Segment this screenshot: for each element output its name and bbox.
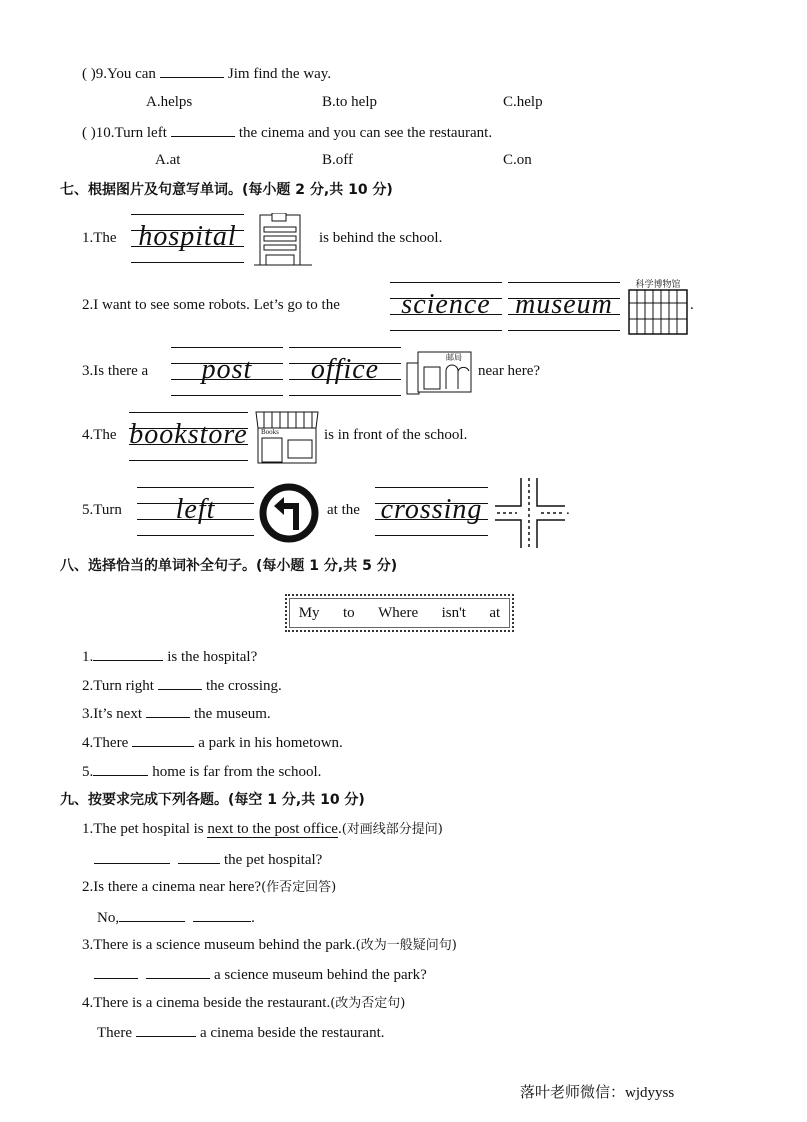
- period: .: [251, 910, 255, 926]
- item-text: a park in his hometown.: [198, 735, 343, 751]
- s7-item5-writing-lines-1[interactable]: [137, 487, 254, 535]
- s8-item: [82, 646, 257, 667]
- blank[interactable]: [94, 964, 138, 979]
- instruction-note: (改为一般疑问句): [355, 938, 457, 953]
- word-option: to: [343, 604, 355, 621]
- blank[interactable]: [93, 646, 163, 661]
- item-number: 1.: [82, 649, 94, 665]
- blank[interactable]: [146, 964, 210, 979]
- blank[interactable]: [132, 732, 194, 747]
- s9-q3-answer: [94, 964, 427, 985]
- period: .: [566, 502, 570, 518]
- s9-q3: [82, 935, 457, 956]
- blank[interactable]: [119, 907, 185, 922]
- period: .: [690, 297, 694, 313]
- s8-item: [82, 703, 271, 724]
- question-10: [82, 122, 492, 143]
- item-text: the pet hospital?: [224, 852, 323, 868]
- handwritten-answer: post: [201, 354, 253, 385]
- s7-item5-writing-lines-2[interactable]: [375, 487, 488, 535]
- item-text: home is far from the school.: [152, 764, 322, 780]
- handwritten-answer: hospital: [138, 221, 237, 252]
- underlined-text: next to the post office: [207, 821, 338, 837]
- q10-option-b: B.off: [322, 152, 353, 168]
- item-number: 5.: [82, 764, 94, 780]
- item-text: 2.Is there a cinema near here?: [82, 879, 262, 895]
- q10-text: 10.Turn left: [95, 125, 167, 141]
- footer-contact: 落叶老师微信：wjdyyss: [520, 1085, 675, 1101]
- s7-item5-text: 5.Turn: [82, 502, 122, 518]
- s7-item3-writing-lines-1[interactable]: [171, 347, 283, 395]
- section-9-title: 九、按要求完成下列各题。(每空 1 分,共 10 分): [60, 792, 365, 808]
- item-text: is the hospital?: [167, 649, 258, 665]
- s7-item4-text-end: is in front of the school.: [324, 427, 468, 443]
- handwritten-answer: museum: [515, 289, 613, 320]
- word-option: Where: [378, 604, 419, 621]
- item-text: There: [97, 1025, 132, 1041]
- period: .: [337, 821, 342, 837]
- s7-item2-writing-lines-1[interactable]: [390, 282, 502, 330]
- q10-option-c: C.on: [503, 152, 532, 168]
- word-option: at: [489, 604, 501, 621]
- item-text: a science museum behind the park?: [214, 967, 427, 983]
- q10-text-end: the cinema and you can see the restaurant.: [238, 125, 493, 141]
- blank[interactable]: [178, 849, 220, 864]
- s8-item: [82, 675, 282, 696]
- word-option: My: [298, 604, 320, 621]
- post-office-icon: [406, 349, 472, 395]
- handwritten-answer: crossing: [380, 494, 483, 525]
- blank[interactable]: [158, 675, 202, 690]
- answer-paren: ( ): [82, 125, 96, 141]
- instruction-note: (改为否定句): [330, 996, 406, 1011]
- s9-q1-answer: [94, 849, 322, 870]
- s9-q2-answer: [97, 907, 255, 928]
- s7-item3-text-end: near here?: [478, 363, 541, 379]
- s7-item1-writing-lines[interactable]: [131, 214, 244, 262]
- handwritten-answer: science: [401, 289, 491, 320]
- item-text: the crossing.: [205, 678, 282, 694]
- blank[interactable]: [93, 761, 148, 776]
- word-bank: [285, 594, 514, 632]
- q9-option-a: A.helps: [146, 94, 193, 110]
- s7-item2-text: 2.I want to see some robots. Let’s go to the: [82, 297, 340, 313]
- item-text: 3.It’s next: [82, 706, 142, 722]
- item-text: 4.There: [82, 735, 129, 751]
- q9-option-c: C.help: [503, 94, 543, 110]
- bookstore-sign: Books: [261, 428, 279, 436]
- s7-item1-text: 1.The: [82, 230, 117, 246]
- section-8-title: 八、选择恰当的单词补全句子。(每小题 1 分,共 5 分): [60, 558, 398, 574]
- s8-item: [82, 761, 321, 782]
- s9-q2: [82, 877, 336, 898]
- hospital-icon: [252, 213, 314, 267]
- s7-item2-writing-lines-2[interactable]: [508, 282, 620, 330]
- blank[interactable]: [146, 703, 190, 718]
- q9-option-b: B.to help: [322, 94, 377, 110]
- post-office-sign: 邮局: [446, 353, 462, 362]
- turn-left-sign-icon: [258, 482, 320, 544]
- blank[interactable]: [193, 907, 251, 922]
- q9-text-end: Jim find the way.: [227, 66, 332, 82]
- instruction-note: (作否定回答): [261, 880, 337, 895]
- museum-icon: [627, 279, 689, 335]
- s7-item3-text: 3.Is there a: [82, 363, 149, 379]
- question-9: [82, 63, 331, 84]
- s7-item5-text-mid: at the: [327, 502, 360, 518]
- item-text: No,: [97, 910, 120, 926]
- blank[interactable]: [136, 1022, 196, 1037]
- handwritten-answer: office: [310, 354, 380, 385]
- answer-paren: ( ): [82, 66, 96, 82]
- instruction-note: (对画线部分提问): [341, 822, 443, 837]
- q9-blank[interactable]: [160, 63, 224, 78]
- q10-option-a: A.at: [155, 152, 181, 168]
- item-text: the museum.: [194, 706, 271, 722]
- crossing-icon: [493, 478, 567, 548]
- s7-item3-writing-lines-2[interactable]: [289, 347, 401, 395]
- s9-q4: [82, 993, 405, 1014]
- s9-q4-answer: [97, 1022, 384, 1043]
- s7-item4-text: 4.The: [82, 427, 117, 443]
- s7-item1-text-end: is behind the school.: [319, 230, 443, 246]
- handwritten-answer: left: [175, 494, 216, 525]
- item-text: 1.The pet hospital is: [82, 821, 208, 837]
- item-text: 2.Turn right: [82, 678, 154, 694]
- s7-item4-writing-lines[interactable]: [129, 412, 248, 460]
- word-option: isn't: [441, 604, 466, 621]
- s8-item: [82, 732, 343, 753]
- item-text: a cinema beside the restaurant.: [199, 1025, 385, 1041]
- handwritten-answer: bookstore: [129, 419, 248, 450]
- blank[interactable]: [94, 849, 170, 864]
- item-text: 3.There is a science museum behind the park.: [82, 937, 356, 953]
- q9-text: 9.You can: [95, 66, 156, 82]
- bookstore-icon: [254, 410, 320, 464]
- item-text: 4.There is a cinema beside the restaurant.: [82, 995, 331, 1011]
- section-7-title: 七、根据图片及句意写单词。(每小题 2 分,共 10 分): [60, 182, 393, 198]
- q10-blank[interactable]: [171, 122, 235, 137]
- s9-q1: [82, 819, 443, 840]
- museum-sign: 科学博物馆: [635, 279, 681, 289]
